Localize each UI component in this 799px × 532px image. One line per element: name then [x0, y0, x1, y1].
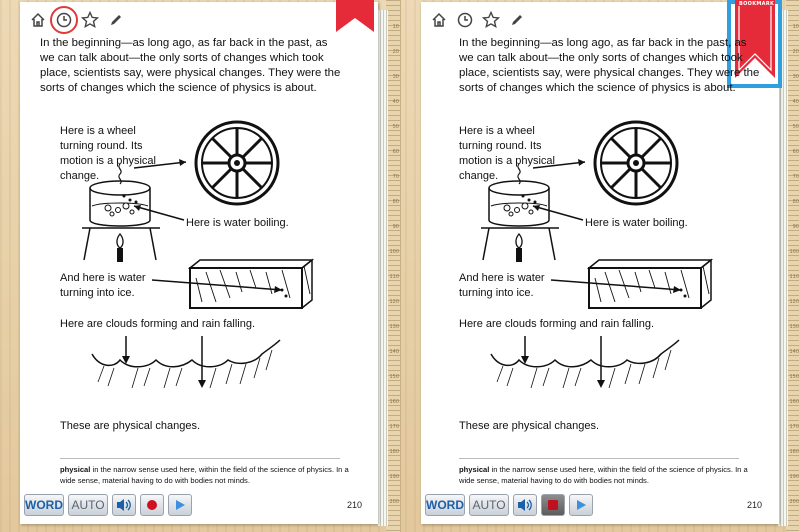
- ice-arrow: [549, 278, 689, 298]
- footnote: [60, 464, 350, 486]
- ruler-label: 120: [389, 299, 399, 305]
- auto-button[interactable]: AUTO: [469, 494, 509, 516]
- ice-caption: And here is water turning into ice.: [459, 272, 545, 299]
- clouds-caption: Here are clouds forming and rain falling.: [60, 318, 256, 330]
- ruler-label: 30: [392, 74, 399, 80]
- ruler-label: 10: [792, 24, 799, 30]
- ruler-label: 160: [789, 399, 799, 405]
- footnote-text: in the narrow sense used here, within the field of the science of physics. In a wide sense, material having to do with bodies not minds.: [459, 465, 748, 485]
- ruler-label: 130: [789, 324, 799, 330]
- play-icon: [174, 499, 186, 511]
- ruler-label: 200: [789, 499, 799, 505]
- auto-button[interactable]: AUTO: [68, 494, 108, 516]
- ruler-label: 190: [789, 474, 799, 480]
- ruler-label: 40: [392, 99, 399, 105]
- ruler-label: 50: [392, 124, 399, 130]
- ruler-label: 60: [792, 149, 799, 155]
- summary-text: These are physical changes.: [60, 420, 201, 432]
- home-icon[interactable]: [429, 10, 449, 30]
- wheel-illustration: [192, 118, 282, 208]
- intro-paragraph: In the beginning—as long ago, as far back in the past, as we can talk about—the only sorts of changes which took place, scientists say, were physical changes. They were the sorts of changes which the science of physics is about.: [40, 37, 341, 94]
- word-button[interactable]: WORD: [425, 494, 465, 516]
- ruler-label: 90: [392, 224, 399, 230]
- boiling-arrow: [527, 200, 587, 224]
- word-button[interactable]: WORD: [24, 494, 64, 516]
- ruler-label: 40: [792, 99, 799, 105]
- wheel-caption: Here is a wheel turning round. Its motion is a physical change.: [60, 125, 156, 182]
- boiling-arrow: [128, 200, 188, 224]
- bookmark-label: BOOKMARK: [739, 1, 775, 7]
- speaker-icon: [517, 498, 533, 512]
- ruler-label: 150: [389, 374, 399, 380]
- ice-caption: And here is water turning into ice.: [60, 272, 146, 299]
- ruler-label: 90: [792, 224, 799, 230]
- top-toolbar: [429, 10, 527, 30]
- ruler-label: 70: [392, 174, 399, 180]
- boiling-caption: Here is water boiling.: [585, 217, 688, 229]
- pencil-icon[interactable]: [507, 10, 527, 30]
- bookmark-ribbon[interactable]: [336, 0, 374, 37]
- footnote-term: physical: [60, 465, 91, 474]
- bottom-controls: [425, 494, 593, 516]
- clock-icon[interactable]: [54, 10, 74, 30]
- wheel-illustration: [591, 118, 681, 208]
- ruler-label: 180: [789, 449, 799, 455]
- star-icon[interactable]: [80, 10, 100, 30]
- ruler-label: 110: [789, 274, 799, 280]
- ruler-label: 140: [789, 349, 799, 355]
- ruler-label: 160: [389, 399, 399, 405]
- ruler-label: 200: [389, 499, 399, 505]
- ruler-label: 170: [389, 424, 399, 430]
- page-number: 210: [346, 500, 362, 510]
- top-toolbar: [28, 10, 126, 30]
- ruler-label: 60: [392, 149, 399, 155]
- bottom-controls: [24, 494, 192, 516]
- ruler-label: 110: [389, 274, 399, 280]
- ruler-label: 50: [792, 124, 799, 130]
- highlight-ring: [50, 6, 78, 34]
- summary-text: These are physical changes.: [459, 420, 600, 432]
- ruler-label: 180: [389, 449, 399, 455]
- ruler-label: 190: [389, 474, 399, 480]
- footnote-text: in the narrow sense used here, within the field of the science of physics. In a wide sense, material having to do with bodies not minds.: [60, 465, 349, 485]
- ruler-label: 20: [792, 49, 799, 55]
- page-number: 210: [746, 500, 762, 510]
- record-icon: [146, 499, 158, 511]
- play-button[interactable]: [569, 494, 593, 516]
- ruler-label: 80: [392, 199, 399, 205]
- play-button[interactable]: [168, 494, 192, 516]
- home-icon[interactable]: [28, 10, 48, 30]
- clock-icon[interactable]: [455, 10, 475, 30]
- speaker-icon: [116, 498, 132, 512]
- boiling-caption: Here is water boiling.: [186, 217, 289, 229]
- page-edges: [378, 10, 388, 526]
- footnote-term: physical: [459, 465, 490, 474]
- ruler-label: 120: [789, 299, 799, 305]
- footnote: [459, 464, 749, 486]
- speaker-button[interactable]: [112, 494, 136, 516]
- ruler-label: 100: [389, 249, 399, 255]
- clouds-rain-illustration: [485, 334, 685, 394]
- right-screen: [400, 0, 799, 532]
- footnote-divider: [459, 458, 739, 459]
- clouds-caption: Here are clouds forming and rain falling.: [459, 318, 655, 330]
- record-button-active[interactable]: [541, 494, 565, 516]
- ruler-label: 150: [789, 374, 799, 380]
- intro-paragraph: In the beginning—as long ago, as far back in the past, as we can talk about—the only sorts of changes which took place, scientists say, were physical changes. They were the sorts of changes which the science of physics is about.: [459, 37, 760, 94]
- ruler-label: 100: [789, 249, 799, 255]
- ruler-label: 130: [389, 324, 399, 330]
- record-button[interactable]: [140, 494, 164, 516]
- ruler: [386, 0, 400, 532]
- ruler-label: 170: [789, 424, 799, 430]
- ruler-label: 80: [792, 199, 799, 205]
- speaker-button[interactable]: [513, 494, 537, 516]
- pencil-icon[interactable]: [106, 10, 126, 30]
- ruler-label: 70: [792, 174, 799, 180]
- play-icon: [575, 499, 587, 511]
- clouds-rain-illustration: [86, 334, 286, 394]
- wheel-caption: Here is a wheel turning round. Its motion is a physical change.: [459, 125, 555, 182]
- star-icon[interactable]: [481, 10, 501, 30]
- ruler-label: 20: [392, 49, 399, 55]
- ice-arrow: [150, 278, 290, 298]
- stop-icon: [547, 499, 559, 511]
- footnote-divider: [60, 458, 340, 459]
- ruler-label: 30: [792, 74, 799, 80]
- ruler-label: 10: [392, 24, 399, 30]
- ruler-label: 140: [389, 349, 399, 355]
